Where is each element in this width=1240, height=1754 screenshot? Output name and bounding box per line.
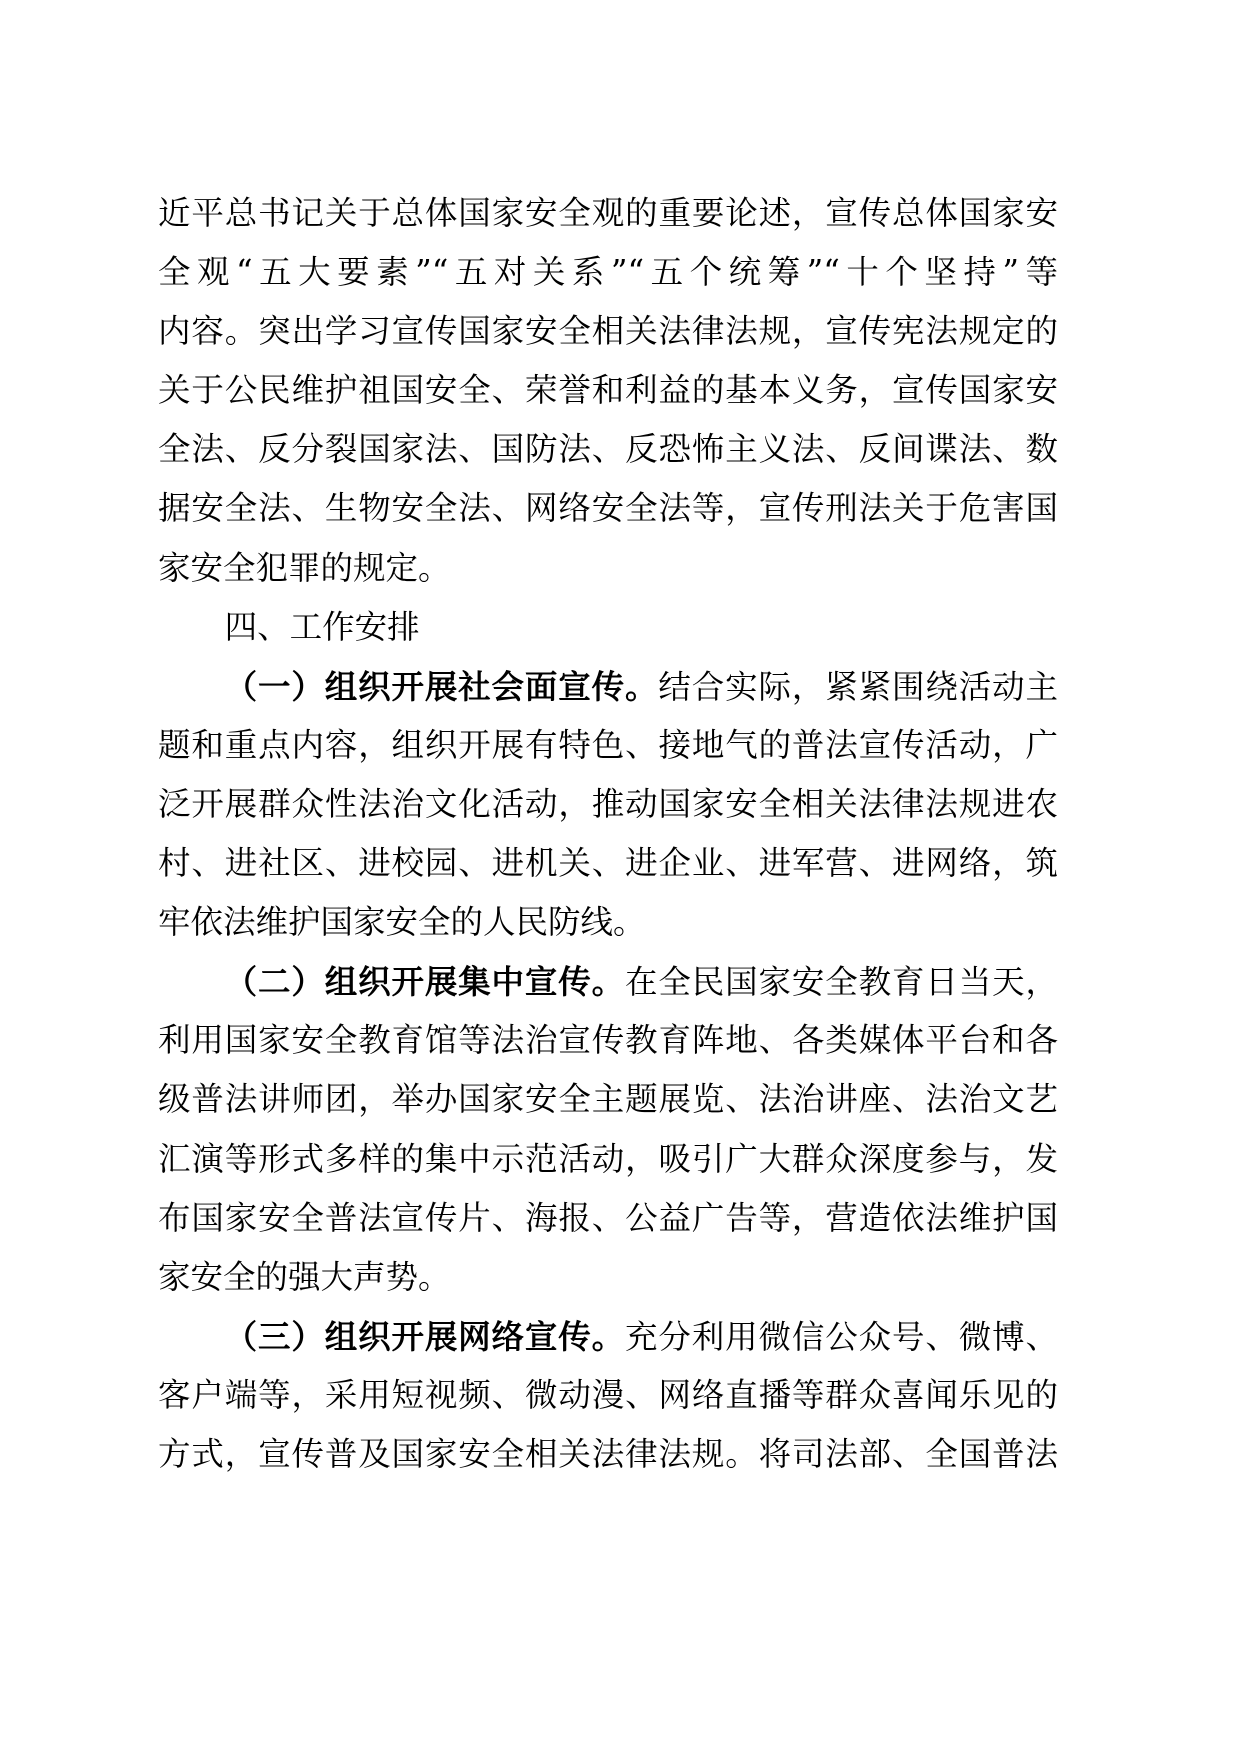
item-first-line (158, 1307, 1058, 1366)
work-item-3 (158, 1307, 1058, 1484)
text-line: 近平总书记关于总体国家安全观的重要论述，宣传总体国家安 (158, 194, 1058, 232)
text-line: 内容。突出学习宣传国家安全相关法律法规，宣传宪法规定的 (158, 312, 1058, 351)
text-line: 级普法讲师团，举办国家安全主题展览、法治讲座、法治文艺 (158, 1080, 1058, 1119)
work-item-2 (158, 952, 1058, 1307)
item-text: 充分利用微信公众号、微博、 (625, 1317, 1058, 1356)
item-first-line (158, 657, 1058, 716)
text-line: 方式，宣传普及国家安全相关法律法规。将司法部、全国普法 (158, 1434, 1058, 1473)
text-line: 泛开展群众性法治文化活动，推动国家安全相关法律法规进农 (158, 784, 1058, 823)
text-line: 全观“五大要素”“五对关系”“五个统筹”“十个坚持”等 (158, 253, 1058, 292)
item-heading: （三）组织开展网络宣传。 (224, 1316, 626, 1356)
section-heading: 四、工作安排 (224, 607, 420, 646)
text-line: 关于公民维护祖国安全、荣誉和利益的基本义务，宣传国家安 (158, 371, 1058, 410)
item-heading: （二）组织开展集中宣传。 (224, 962, 626, 1002)
work-item-1 (158, 657, 1058, 952)
text-line: 汇演等形式多样的集中示范活动，吸引广大群众深度参与，发 (158, 1139, 1058, 1178)
item-text: 结合实际，紧紧围绕活动主 (658, 667, 1058, 706)
text-line: 家安全的强大声势。 (158, 1257, 451, 1296)
text-line: 布国家安全普法宣传片、海报、公益广告等，营造依法维护国 (158, 1198, 1058, 1237)
document-body (158, 184, 1058, 1484)
text-line: 村、进社区、进校园、进机关、进企业、进军营、进网络，筑 (158, 844, 1058, 883)
text-line: 家安全犯罪的规定。 (158, 548, 451, 587)
item-first-line (158, 952, 1058, 1011)
continued-paragraph (158, 184, 1058, 598)
item-text: 在全民国家安全教育日当天， (625, 963, 1058, 1002)
text-line: 利用国家安全教育馆等法治宣传教育阵地、各类媒体平台和各 (158, 1021, 1058, 1060)
text-line: 全法、反分裂国家法、国防法、反恐怖主义法、反间谍法、数 (158, 430, 1058, 469)
text-line: 客户端等，采用短视频、微动漫、网络直播等群众喜闻乐见的 (158, 1375, 1058, 1414)
text-line: 题和重点内容，组织开展有特色、接地气的普法宣传活动，广 (158, 725, 1058, 764)
item-heading: （一）组织开展社会面宣传。 (224, 666, 659, 706)
text-line: 牢依法维护国家安全的人民防线。 (158, 903, 646, 942)
text-line: 据安全法、生物安全法、网络安全法等，宣传刑法关于危害国 (158, 489, 1058, 528)
